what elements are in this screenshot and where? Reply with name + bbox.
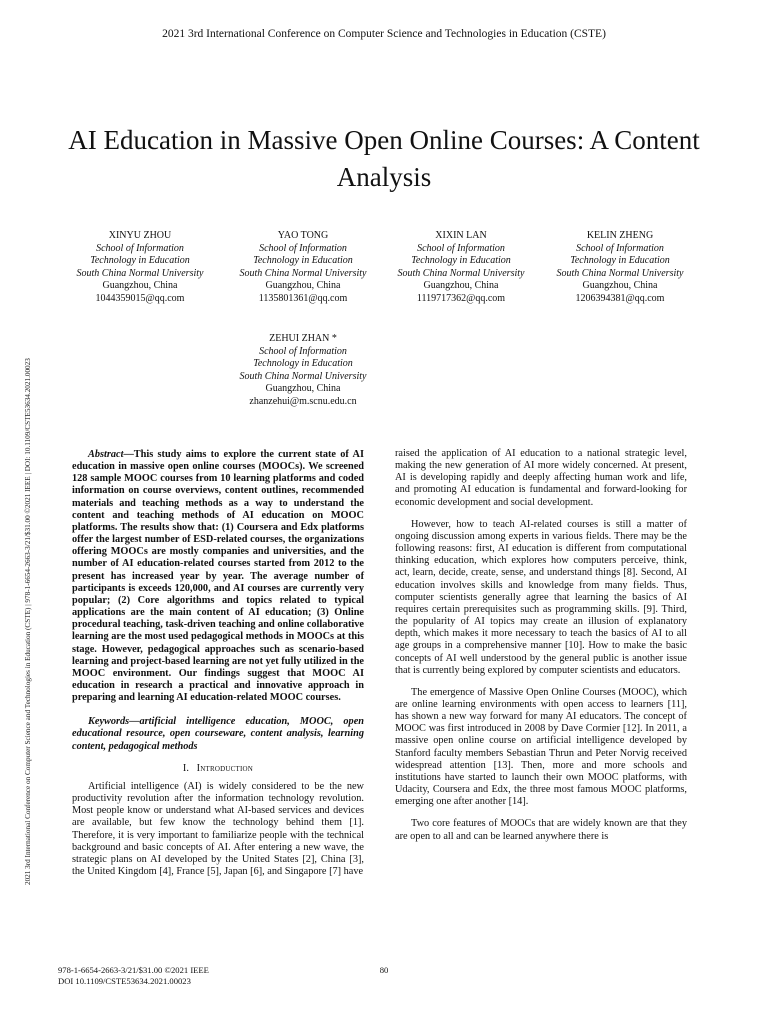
author-block-3 bbox=[381, 230, 541, 305]
author-city: Guangzhou, China bbox=[423, 280, 499, 291]
footer-copyright bbox=[58, 965, 209, 986]
conference-header: 2021 3rd International Conference on Computer Science and Technologies in Education (CSTE) bbox=[162, 28, 606, 40]
page-number: 80 bbox=[379, 965, 389, 975]
keywords-label: Keywords bbox=[88, 716, 130, 728]
author-email: 1206394381@qq.com bbox=[575, 292, 665, 304]
author-affiliation: South China Normal University bbox=[239, 267, 367, 279]
author-affiliation: South China Normal University bbox=[397, 267, 525, 279]
author-affiliation: Technology in Education bbox=[570, 255, 670, 266]
author-affiliation: Technology in Education bbox=[253, 255, 353, 266]
author-name: XINYU ZHOU bbox=[108, 230, 172, 241]
author-city: Guangzhou, China bbox=[265, 280, 341, 291]
footer-isbn: 978-1-6654-2663-3/21/$31.00 ©2021 IEEE bbox=[58, 965, 209, 975]
author-affiliation: South China Normal University bbox=[76, 267, 204, 279]
abstract-paragraph bbox=[72, 449, 364, 704]
section-heading bbox=[72, 763, 364, 775]
author-city: Guangzhou, China bbox=[102, 280, 178, 291]
body-paragraph: raised the application of AI education to a national strategic level, making the new generation of AI more widely concerned. At present, AI is developing rapidly and deeply affecting human work and life, and promoting AI education is fundamental and forward-looking for economic development and social development. bbox=[395, 448, 687, 508]
author-name: KELIN ZHENG bbox=[586, 230, 654, 241]
author-email: 1135801361@qq.com bbox=[258, 292, 348, 304]
abstract-label: Abstract bbox=[88, 449, 124, 460]
keywords-text: —artificial intelligence education, MOOC, open educational resource, open courseware, content analysis, learning content, pedagogical methods bbox=[72, 716, 364, 752]
author-affiliation: School of Information bbox=[417, 242, 505, 254]
abstract-text: —This study aims to explore the current state of AI education in massive open online courses (MOOCs). We screened 128 sample MOOC courses from 10 learning platforms and coded information on course overviews, content outlines, recommended materials and teaching methods as a way to understand the content and teaching methods of AI education on MOOC platforms. The results show that: (1) Coursera and Edx platforms offer the largest number of ESD-related courses, the organizations offering MOOCs are mostly companies and universities, and the number of AI education-related courses started from 2012 to the present has increased year by year. The average number of participants is exceeds 120,000, and AI courses are currently very popular; (2) Core algorithms and topics related to typical applications are the main content of AI education; (3) Online procedural teaching, task-driven teaching and online collaborative learning are the most used pedagogical methods in MOOCs at this stage. However, pedagogical approaches such as scenario-based learning and project-based learning are not yet fully utilized in the MOOC environment. Our findings suggest that MOOC AI education in research a practical and innovative approach in preparing and learning AI education-related MOOC courses. bbox=[72, 449, 364, 704]
body-paragraph: However, how to teach AI-related courses is still a matter of ongoing discussion among experts in various fields. There may be the following reasons: first, AI education is different from computational thinking education, which explores how computers perceive, think, act, learn, decide, create, sense, and understand things [8]. Second, AI education involves skills and knowledge from many fields. Thus, computer scientists generally agree that learning the basics of AI requires certain prerequisites such as programming skills. [9]. Third, the popularity of AI topics may create an illusion of explanatory depth, which makes it more necessary to teach the basics of AI to all age groups in a comprehensive manner [10]. How to make the basic concepts of AI well understood by the general public is another issue that is currently being explored by computer scientists and educators. bbox=[395, 518, 687, 676]
author-affiliation: School of Information bbox=[96, 242, 184, 254]
author-block-5 bbox=[223, 333, 383, 408]
body-paragraph: Artificial intelligence (AI) is widely considered to be the new productivity revolution after the information technology revolution. Most people know or understand what AI-based services and devices are available, but few know the technology behind them [1]. Therefore, it is very important to familiarize people with the technical background and basic concepts of AI. After entering a new wave, the strategic plans on AI developed by the United States [2], China [3], the United Kingdom [4], France [5], Japan [6], and Singapore [7] have bbox=[72, 780, 364, 877]
author-block-2 bbox=[223, 230, 383, 305]
author-block-4 bbox=[540, 230, 700, 305]
author-city: Guangzhou, China bbox=[582, 280, 658, 291]
author-affiliation: School of Information bbox=[259, 345, 347, 357]
author-affiliation: School of Information bbox=[259, 242, 347, 254]
section-title: Introduction bbox=[196, 762, 254, 774]
keywords-paragraph bbox=[72, 716, 364, 752]
right-column bbox=[395, 448, 687, 853]
author-affiliation: South China Normal University bbox=[556, 267, 684, 279]
author-city: Guangzhou, China bbox=[265, 383, 341, 394]
author-affiliation: Technology in Education bbox=[253, 358, 353, 369]
paper-title: AI Education in Massive Open Online Courses: A Content Analysis bbox=[68, 125, 700, 192]
left-column bbox=[72, 449, 364, 888]
body-paragraph: The emergence of Massive Open Online Courses (MOOC), which are online learning environments with open access to learners [11], has shown a new way forward for many AI educators. The concept of MOOC was first introduced in 2008 by Dave Cormier [12]. In 2011, a massive open online course on artificial intelligence developed by Stanford faculty members Sebastian Thrun and Peter Norvig received widespread attention [13]. Then, more and more schools and institutions have started to launch their own MOOC platforms, with Udacity, Coursera and Edx, the three most famous MOOC platforms, emerging one after another [14]. bbox=[395, 686, 687, 808]
side-margin-citation: 2021 3rd International Conference on Computer Science and Technologies in Education (CSTE) | 978-1-6654-2663-3/21/$31.00 ©2021 IEEE | DOI: 10.1109/CSTE53634.2021.00023 bbox=[24, 358, 32, 885]
footer-doi: DOI 10.1109/CSTE53634.2021.00023 bbox=[58, 975, 191, 986]
author-affiliation: Technology in Education bbox=[411, 255, 511, 266]
author-affiliation: South China Normal University bbox=[239, 370, 367, 382]
author-affiliation: Technology in Education bbox=[90, 255, 190, 266]
author-email: 1044359015@qq.com bbox=[95, 292, 185, 304]
body-paragraph: Two core features of MOOCs that are widely known are that they are open to all and can be learned anywhere there is bbox=[395, 818, 687, 842]
author-email: 1119717362@qq.com bbox=[416, 292, 506, 304]
section-number: I. bbox=[182, 762, 189, 774]
author-block-1 bbox=[60, 230, 220, 305]
author-name: YAO TONG bbox=[277, 230, 329, 241]
author-affiliation: School of Information bbox=[576, 242, 664, 254]
author-name: XIXIN LAN bbox=[435, 230, 487, 241]
author-name: ZEHUI ZHAN * bbox=[269, 333, 337, 344]
author-email: zhanzehui@m.scnu.edu.cn bbox=[249, 395, 357, 407]
